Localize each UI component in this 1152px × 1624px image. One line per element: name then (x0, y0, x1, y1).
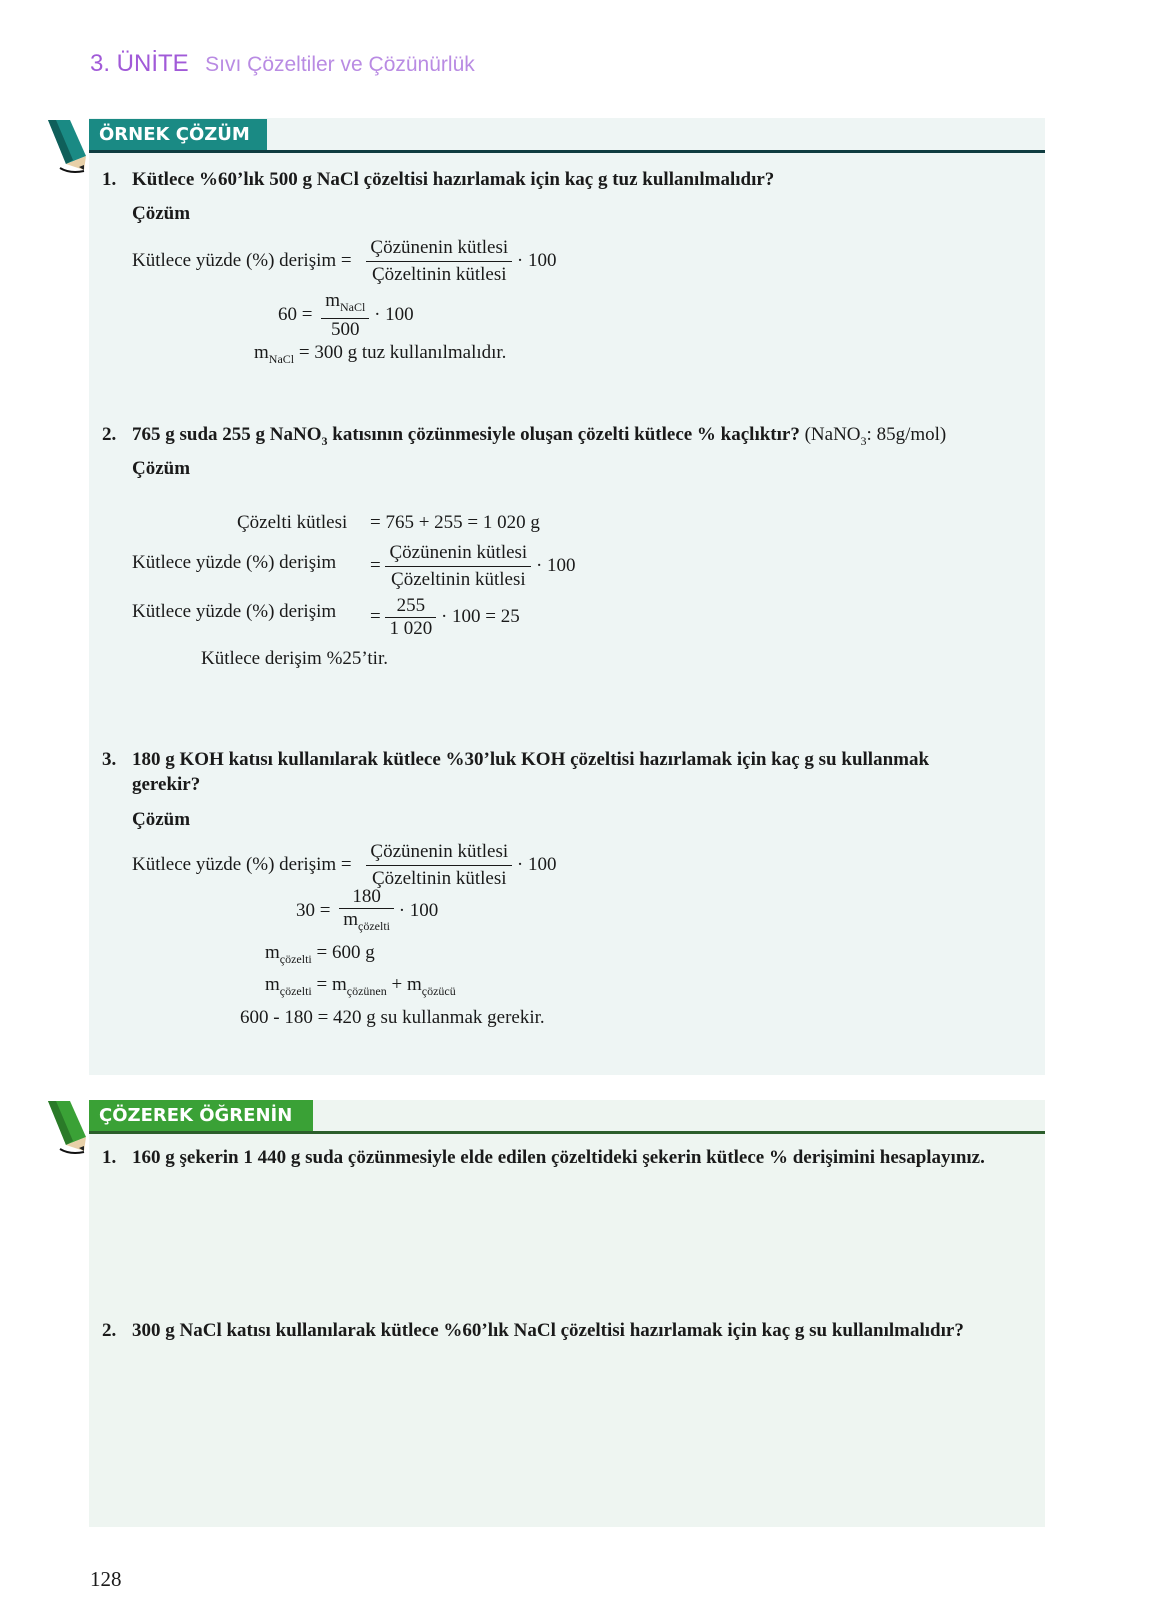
q2-line1-right: = 765 + 255 = 1 020 g (370, 512, 540, 533)
plus-mass: + m (386, 974, 422, 995)
fraction-denominator: 1 020 (389, 618, 433, 639)
q2-line1-left: Çözelti kütlesi (237, 512, 348, 533)
multiplier: · 100 (535, 554, 576, 576)
extra-text-cont: : 85g/mol) (866, 424, 947, 445)
q2-result: Kütlece derişim %25’tir. (201, 648, 388, 669)
fraction-denominator: Çözeltinin kütlesi (391, 569, 526, 590)
line-rest: = 600 g (311, 942, 375, 963)
fraction (385, 595, 436, 640)
line-left: 60 = (278, 303, 313, 325)
question-number: 3. (102, 749, 117, 770)
subscript: 3 (860, 433, 867, 448)
extra-text: (NaNO (799, 424, 861, 445)
fraction-denominator (339, 909, 394, 937)
q1-formula (132, 235, 556, 288)
cozerek-ogrenin-tag: ÇÖZEREK ÖĞRENİN (89, 1100, 313, 1132)
q3-line3 (265, 942, 375, 967)
fraction-numerator: Çözünenin kütlesi (385, 540, 531, 567)
cozum-label: Çözüm (132, 458, 191, 479)
subscript: çözelti (279, 951, 312, 966)
unit-title: Sıvı Çözeltiler ve Çözünürlük (205, 53, 475, 76)
fraction-numerator (321, 290, 369, 319)
fraction-numerator: Çözünenin kütlesi (366, 839, 512, 866)
ornek-tag-divider (89, 150, 1045, 153)
line-rest: · 100 = 25 (440, 605, 520, 627)
multiplier: · 100 (374, 303, 414, 325)
unit-number: 3. ÜNİTE (90, 50, 189, 77)
question-text: 180 g KOH katısı kullanılarak kütlece %30’luk KOH çözeltisi hazırlamak için kaç g su kullanmak (132, 749, 930, 770)
ornek-question-1 (102, 167, 774, 192)
fraction-denominator: Çözeltinin kütlesi (371, 264, 507, 285)
question-text: 765 g suda 255 g NaNO (132, 424, 322, 445)
cozerek-tag-divider (89, 1131, 1045, 1134)
q3-line5: 600 - 180 = 420 g su kullanmak gerekir. (240, 1007, 545, 1028)
fraction (321, 290, 369, 341)
mass-symbol: m (265, 974, 280, 995)
mass-symbol: m (265, 942, 280, 963)
fraction-numerator: Çözünenin kütlesi (366, 235, 512, 262)
question-text: Kütlece %60’lık 500 g NaCl çözeltisi hazırlamak için kaç g tuz kullanılmalıdır? (132, 169, 775, 190)
formula-left: Kütlece yüzde (%) derişim = (132, 249, 352, 271)
subscript: 3 (321, 433, 328, 448)
equals-sign: = (370, 554, 381, 576)
q2-line3-left: Kütlece yüzde (%) derişim (132, 601, 337, 622)
fraction-numerator: 255 (385, 595, 436, 618)
question-text-cont: gerekir? (132, 774, 201, 795)
line-left: 30 = (296, 899, 331, 921)
cozerek-question-1 (102, 1145, 985, 1170)
subscript: çözelti (358, 918, 390, 933)
fraction (385, 540, 531, 593)
multiplier: · 100 (516, 853, 557, 875)
ornek-question-3 (102, 747, 1002, 797)
question-text-cont: katısının çözünmesiyle oluşan çözelti kütlece % kaçlıktır? (327, 424, 800, 445)
pencil-icon (46, 118, 92, 174)
question-text: 300 g NaCl katısı kullanılarak kütlece %60’lık NaCl çözeltisi hazırlamak için kaç g su kullanılmalıdır? (132, 1320, 964, 1341)
fraction (339, 886, 394, 937)
q2-line2-left: Kütlece yüzde (%) derişim (132, 552, 337, 573)
question-extra (799, 424, 947, 448)
q2-line3-right (370, 595, 520, 640)
fraction-denominator: Çözeltinin kütlesi (371, 868, 507, 889)
fraction (366, 839, 512, 892)
ornek-question-2 (102, 422, 946, 454)
question-number: 1. (102, 169, 117, 190)
subscript: çözücü (421, 983, 456, 998)
subscript: NaCl (340, 299, 366, 314)
cozerek-question-2 (102, 1318, 964, 1343)
equals-mass: = m (311, 974, 347, 995)
q3-formula (132, 839, 556, 892)
fraction-denominator: 500 (331, 318, 360, 340)
subscript: çözelti (279, 983, 312, 998)
pencil-icon (46, 1099, 92, 1155)
subscript: NaCl (268, 351, 295, 366)
mass-symbol: m (325, 290, 340, 311)
subscript: çözünen (346, 983, 387, 998)
q3-line4 (265, 974, 456, 999)
multiplier: · 100 (398, 899, 439, 921)
fraction-numerator: 180 (339, 886, 394, 909)
q1-line2 (278, 290, 414, 341)
mass-symbol: m (254, 342, 269, 363)
fraction (366, 235, 512, 288)
cozum-label: Çözüm (132, 203, 191, 224)
question-number: 2. (102, 1320, 117, 1341)
question-text: 160 g şekerin 1 440 g suda çözünmesiyle elde edilen çözeltideki şekerin kütlece % derişimini hesaplayınız. (132, 1147, 985, 1168)
line-rest: = 300 g tuz kullanılmalıdır. (298, 342, 507, 363)
formula-left: Kütlece yüzde (%) derişim = (132, 853, 352, 875)
q3-line2 (296, 886, 438, 937)
page-number: 128 (90, 1567, 122, 1591)
q1-line3 (254, 342, 506, 367)
unit-header (90, 50, 475, 78)
question-number: 1. (102, 1147, 117, 1168)
q2-line2-right (370, 540, 576, 593)
equals-sign: = (370, 605, 381, 627)
mass-symbol: m (343, 909, 358, 930)
cozum-label: Çözüm (132, 809, 191, 830)
multiplier: · 100 (516, 249, 557, 271)
ornek-cozum-tag: ÖRNEK ÇÖZÜM (89, 119, 267, 151)
question-number: 2. (102, 424, 117, 445)
